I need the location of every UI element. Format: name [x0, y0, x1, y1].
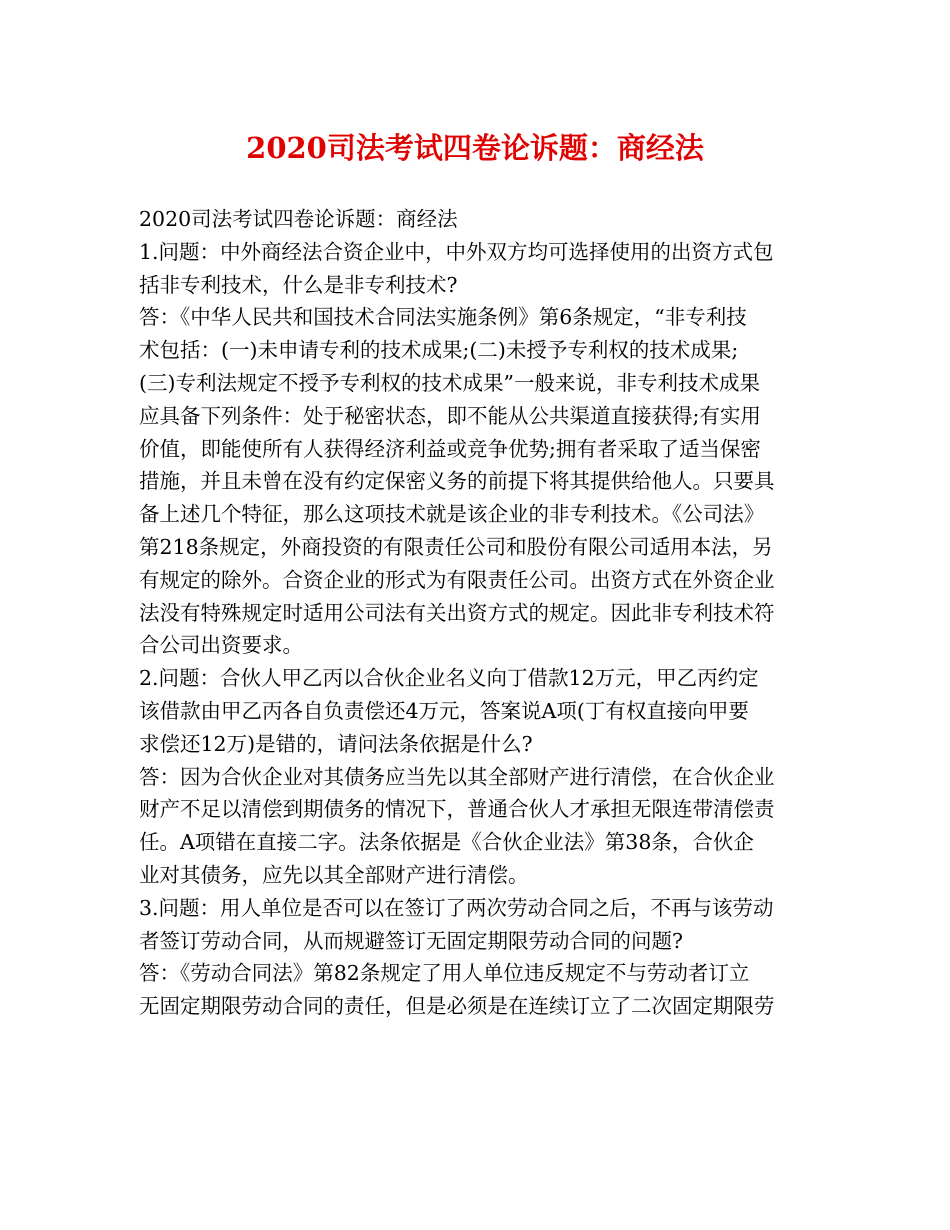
document-title: 2020司法考试四卷论诉题：商经法 [246, 131, 704, 165]
paragraph-line: 2020司法考试四卷论诉题：商经法 [139, 207, 458, 231]
document-body [139, 203, 819, 1023]
paragraph-line: 3.问题：用人单位是否可以在签订了两次劳动合同之后，不再与该劳动 [139, 895, 774, 920]
paragraph-line: 2.问题：合伙人甲乙丙以合伙企业名义向丁借款12万元，甲乙丙约定 [139, 666, 759, 691]
paragraph-line: 第218条规定，外商投资的有限责任公司和股份有限公司适用本法，另 [139, 534, 773, 559]
paragraph-line: 者签订劳动合同，从而规避签订无固定期限劳动合同的问题? [139, 928, 683, 953]
paragraph-line: 合公司出资要求。 [139, 633, 303, 658]
paragraph-line: 有规定的除外。合资企业的形式为有限责任公司。出资方式在外资企业 [139, 567, 775, 592]
paragraph-line: 1.问题：中外商经法合资企业中，中外双方均可选择使用的出资方式包 [139, 239, 774, 264]
paragraph-line: 法没有特殊规定时适用公司法有关出资方式的规定。因此非专利技术符 [139, 600, 775, 625]
paragraph-line: 求偿还12万)是错的，请问法条依据是什么? [139, 731, 533, 756]
paragraph-line: 括非专利技术，什么是非专利技术? [139, 272, 458, 297]
paragraph-line: 该借款由甲乙丙各自负责偿还4万元，答案说A项(丁有权直接向甲要 [139, 698, 749, 723]
paragraph-line: 术包括：(一)未申请专利的技术成果;(二)未授予专利权的技术成果; [139, 338, 739, 363]
paragraph-line: 措施，并且未曾在没有约定保密义务的前提下将其提供给他人。只要具 [139, 469, 775, 494]
paragraph-line: 价值，即能使所有人获得经济利益或竞争优势;拥有者采取了适当保密 [139, 436, 761, 461]
paragraph-line: (三)专利法规定不授予专利权的技术成果”一般来说，非专利技术成果 [139, 370, 760, 395]
paragraph-line: 业对其债务，应先以其全部财产进行清偿。 [139, 862, 529, 887]
paragraph-line: 答：因为合伙企业对其债务应当先以其全部财产进行清偿，在合伙企业 [139, 764, 775, 789]
paragraph-line: 任。A项错在直接二字。法条依据是《合伙企业法》第38条，合伙企 [139, 830, 754, 855]
paragraph-line: 无固定期限劳动合同的责任，但是必须是在连续订立了二次固定期限劳 [139, 994, 775, 1019]
paragraph-line: 答：《劳动合同法》第82条规定了用人单位违反规定不与劳动者订立 [139, 961, 750, 986]
paragraph-line: 答：《中华人民共和国技术合同法实施条例》第6条规定，“非专利技 [139, 305, 747, 330]
paragraph-line: 应具备下列条件：处于秘密状态，即不能从公共渠道直接获得;有实用 [139, 403, 761, 428]
paragraph-line: 备上述几个特征，那么这项技术就是该企业的非专利技术。《公司法》 [139, 502, 765, 527]
paragraph-line: 财产不足以清偿到期债务的情况下，普通合伙人才承担无限连带清偿责 [139, 797, 775, 822]
